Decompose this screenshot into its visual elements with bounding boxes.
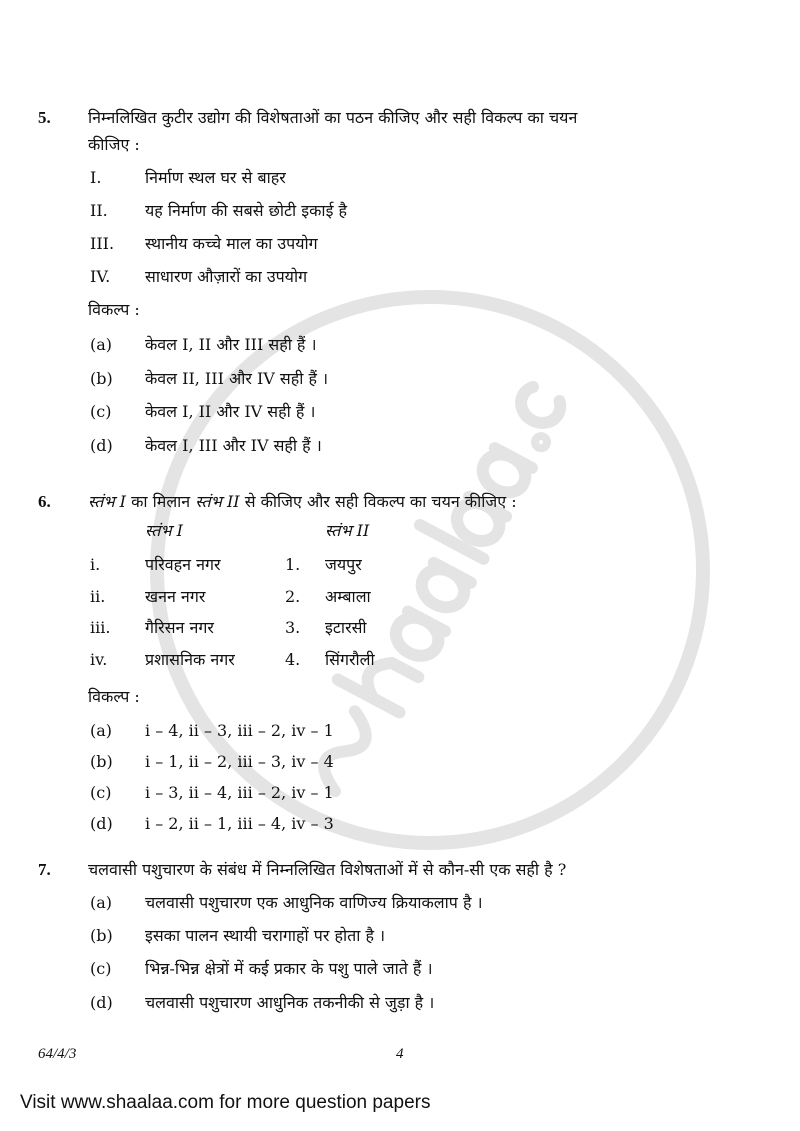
col1-label: ii. [90, 587, 106, 606]
option-text: केवल I, II और IV सही हैं । [145, 402, 316, 421]
q7-number: 7. [38, 860, 51, 879]
option-label: (c) [90, 783, 112, 802]
statement-label: III. [90, 234, 115, 253]
option-text: भिन्न-भिन्न क्षेत्रों में कई प्रकार के पशु पाले जाते हैं । [145, 959, 433, 978]
col2-header: स्तंभ II [325, 521, 370, 540]
col1-item: परिवहन नगर [145, 555, 221, 574]
q6-number: 6. [38, 492, 51, 511]
q6-text-part: से कीजिए और सही विकल्प का चयन कीजिए : [239, 492, 517, 511]
col1-item: प्रशासनिक नगर [145, 650, 235, 669]
option-text: केवल II, III और IV सही हैं । [145, 369, 329, 388]
statement-text: यह निर्माण की सबसे छोटी इकाई है [145, 201, 348, 220]
statement-text: निर्माण स्थल घर से बाहर [145, 168, 286, 187]
q6-col2-ref: स्तंभ II [195, 492, 240, 511]
option-text: i – 1, ii – 2, iii – 3, iv – 4 [145, 752, 334, 771]
col1-label: iv. [90, 650, 108, 669]
visit-link[interactable]: Visit www.shaalaa.com for more question papers [20, 1092, 431, 1113]
statement-label: IV. [90, 267, 111, 286]
option-text: केवल I, II और III सही हैं । [145, 335, 317, 354]
option-label: (d) [90, 436, 113, 455]
paper-code: 64/4/3 [38, 1046, 77, 1062]
q5-text-cont: कीजिए : [88, 135, 140, 154]
option-label: (d) [90, 814, 113, 833]
q5-text: निम्नलिखित कुटीर उद्योग की विशेषताओं का पठन कीजिए और सही विकल्प का चयन [88, 108, 578, 127]
option-text: चलवासी पशुचारण एक आधुनिक वाणिज्य क्रियाकलाप है । [145, 893, 483, 912]
col2-item: जयपुर [325, 555, 362, 574]
q6-col1-ref: स्तंभ I [88, 492, 126, 511]
option-label: (a) [90, 721, 113, 740]
col1-label: i. [90, 555, 101, 574]
col2-item: इटारसी [325, 618, 367, 637]
option-label: (a) [90, 335, 113, 354]
col1-item: खनन नगर [145, 587, 206, 606]
col1-item: गैरिसन नगर [145, 618, 214, 637]
col2-label: 3. [285, 618, 301, 637]
q6-options-label: विकल्प : [88, 687, 140, 706]
q5-options-label: विकल्प : [88, 300, 140, 319]
option-label: (c) [90, 959, 112, 978]
q6-text [88, 492, 517, 512]
option-label: (b) [90, 752, 113, 771]
col2-item: सिंगरौली [325, 650, 375, 669]
option-label: (c) [90, 402, 112, 421]
option-text: i – 4, ii – 3, iii – 2, iv – 1 [145, 721, 334, 740]
q6-text-part: का मिलान [126, 492, 196, 511]
col2-label: 2. [285, 587, 301, 606]
col2-label: 4. [285, 650, 301, 669]
option-text: चलवासी पशुचारण आधुनिक तकनीकी से जुड़ा है । [145, 993, 435, 1012]
option-text: i – 2, ii – 1, iii – 4, iv – 3 [145, 814, 334, 833]
statement-text: साधारण औज़ारों का उपयोग [145, 267, 308, 286]
statement-label: I. [90, 168, 102, 187]
statement-text: स्थानीय कच्चे माल का उपयोग [145, 234, 318, 253]
option-label: (b) [90, 926, 113, 945]
option-label: (d) [90, 993, 113, 1012]
option-text: केवल I, III और IV सही हैं । [145, 436, 322, 455]
statement-label: II. [90, 201, 108, 220]
option-text: इसका पालन स्थायी चरागाहों पर होता है । [145, 926, 386, 945]
q7-text: चलवासी पशुचारण के संबंध में निम्नलिखित विशेषताओं में से कौन-सी एक सही है ? [88, 860, 567, 879]
col1-header: स्तंभ I [145, 521, 183, 540]
option-label: (b) [90, 369, 113, 388]
option-label: (a) [90, 893, 113, 912]
option-text: i – 3, ii – 4, iii – 2, iv – 1 [145, 783, 334, 802]
q5-number: 5. [38, 108, 51, 127]
col2-label: 1. [285, 555, 301, 574]
col2-item: अम्बाला [325, 587, 371, 606]
col1-label: iii. [90, 618, 111, 637]
page-number: 4 [396, 1046, 404, 1062]
